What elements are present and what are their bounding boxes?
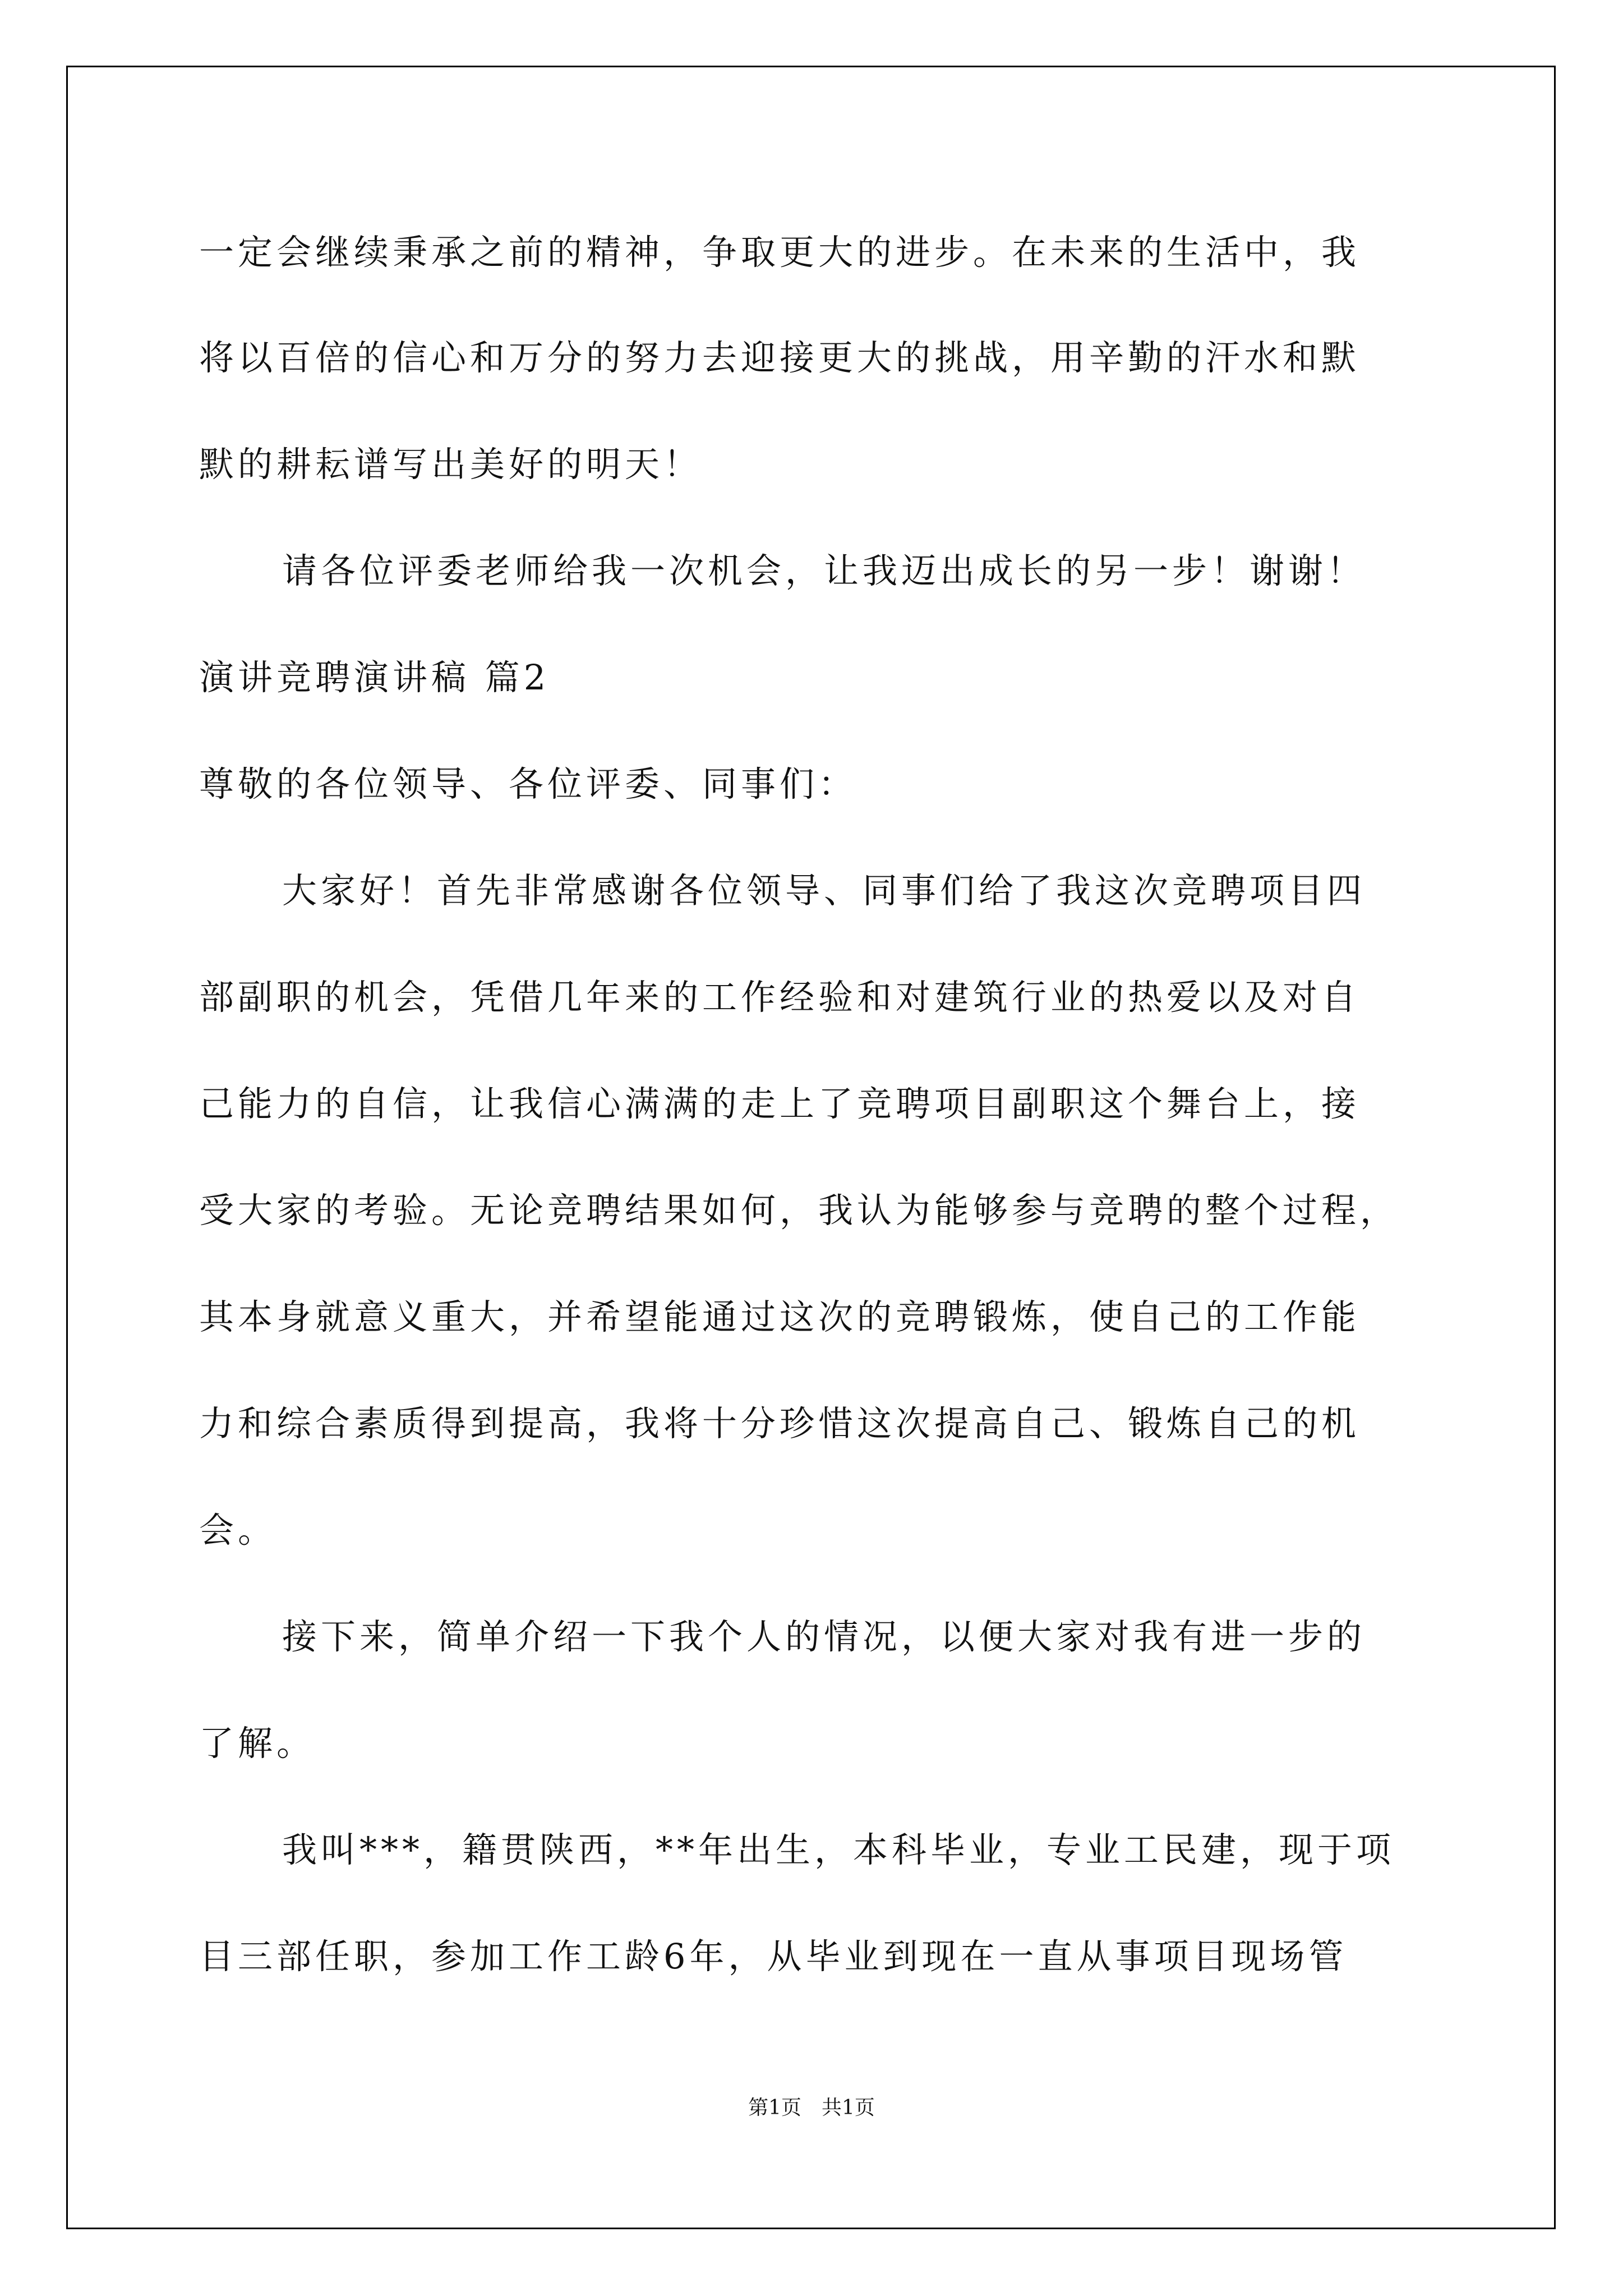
text-line: 其本身就意义重大，并希望能通过这次的竞聘锻炼，使自己的工作能 [199, 1296, 1361, 1337]
text-line: 请各位评委老师给我一次机会，让我迈出成长的另一步！谢谢！ [282, 550, 1366, 591]
text-line: 大家好！首先非常感谢各位领导、同事们给了我这次竞聘项目四 [282, 870, 1366, 911]
text-line: 一定会继续秉承之前的精神，争取更大的进步。在未来的生活中，我 [199, 232, 1361, 273]
text-line: 目三部任职，参加工作工龄6年，从毕业到现在一直从事项目现场管 [199, 1936, 1348, 1977]
text-line: 会。 [199, 1510, 277, 1550]
section-heading: 演讲竞聘演讲稿 篇2 [199, 657, 550, 698]
text-line: 默的耕耘谱写出美好的明天！ [199, 444, 703, 485]
text-line: 己能力的自信，让我信心满满的走上了竞聘项目副职这个舞台上，接 [199, 1083, 1361, 1124]
salutation: 尊敬的各位领导、各位评委、同事们： [199, 763, 857, 804]
page-border [66, 66, 1556, 2229]
page-number: 第1页 共1页 [748, 2096, 875, 2119]
text-line: 接下来，简单介绍一下我个人的情况，以便大家对我有进一步的 [282, 1616, 1366, 1657]
text-line: 将以百倍的信心和万分的努力去迎接更大的挑战，用辛勤的汗水和默 [199, 337, 1361, 378]
text-line: 部副职的机会，凭借几年来的工作经验和对建筑行业的热爱以及对自 [199, 977, 1361, 1018]
text-line: 我叫***，籍贯陕西，**年出生，本科毕业，专业工民建，现于项 [282, 1829, 1395, 1870]
text-line: 力和综合素质得到提高，我将十分珍惜这次提高自己、锻炼自己的机 [199, 1403, 1361, 1444]
text-line: 了解。 [199, 1723, 316, 1764]
text-line: 受大家的考验。无论竞聘结果如何，我认为能够参与竞聘的整个过程， [199, 1190, 1399, 1231]
